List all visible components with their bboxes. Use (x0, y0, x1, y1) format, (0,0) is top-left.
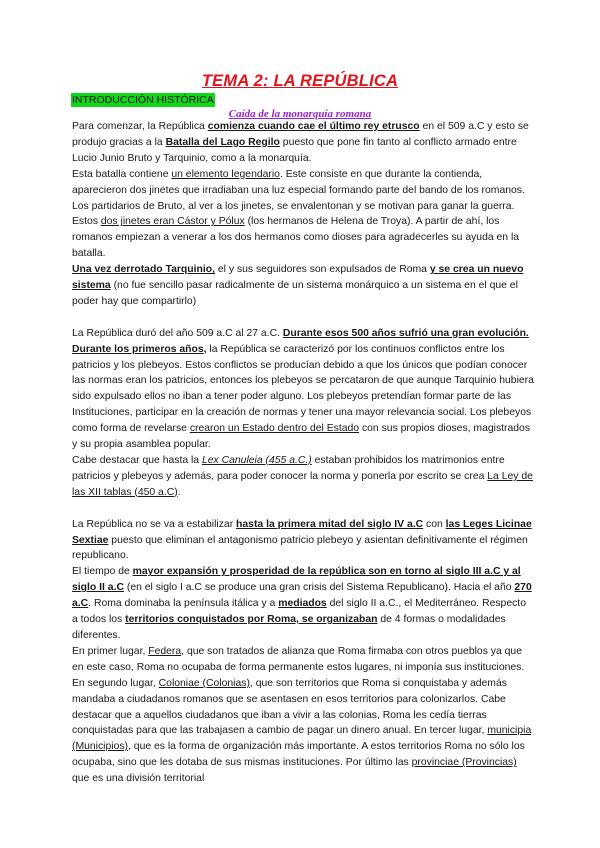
paragraph-6 (72, 453, 534, 501)
p2-underline: dos jinetes eran Cástor y Pólux (100, 216, 245, 228)
p8-emphasis: territorios conquistados por Roma, se organizaban (125, 614, 378, 626)
p2-text: . Este consiste en que durante la contienda, aparecieron dos jinetes que irradiaban una luz especial formando parte del bando de los romanos. Los partidarios de Bruto, al ver a los jinetes, se envalentonan y se motivan para ganar la guerra. Estos (72, 168, 525, 228)
p8-emphasis: mayor expansión y prosperidad de la república son en torno al siglo III a.C y al siglo II a.C (72, 566, 521, 594)
p7-emphasis: hasta la primera mitad del siglo IV a.C (236, 518, 424, 530)
paragraph-8 (72, 564, 534, 644)
page-title: TEMA 2: LA REPÚBLICA (201, 72, 399, 90)
p9-underline: provinciae (Provincias) (411, 757, 517, 769)
p3-emphasis: y se crea un nuevo sistema (72, 264, 524, 292)
p1-emphasis: Batalla del Lago Regilo (165, 136, 280, 148)
p9-text: que es una división territorial (72, 773, 205, 785)
p2-text: (los hermanos de Helena de Troya). A partir de ahí, los romanos empiezan a venerar a los dos hermanos como dioses para agradecerles su ayuda en la batalla. (72, 216, 520, 260)
p8-text: El tiempo de (72, 566, 133, 578)
p8-text: del siglo II a.C., el Mediterráneo. Respecto a todos los (72, 598, 526, 626)
p7-text: puesto que eliminan el antagonismo patricio plebeyo y asientan definitivamente el régimen republicano. (72, 534, 528, 562)
p1-text: puesto que pone fin tanto al conflicto armado entre Lucio Junio Bruto y Tarquinio, como a la monarquía. (72, 136, 517, 164)
p9-text: , que son tratados de alianza que Roma firmaba con otros pueblos ya que en este caso, Roma no ocupaba de forma permanente estos lugares, ni imponía sus instituciones. En segundo lugar, (72, 645, 525, 689)
body-text-block-1 (72, 119, 534, 787)
section-subtitle: Caída de la monarquía romana (228, 108, 372, 120)
p6-underline: La Ley de las XII tablas (450 a.C) (72, 470, 533, 498)
paragraph-1 (72, 119, 534, 167)
p8-text: de 4 formas o modalidades diferentes. (72, 614, 506, 641)
paragraph-2 (72, 167, 534, 262)
p5-underline: crearon un Estado dentro del Estado (189, 423, 360, 435)
p6-underline: Lex Canuleia (455 a.C.) (201, 455, 312, 467)
p4-emphasis: Durante esos 500 años sufrió una gran evolución. (282, 327, 529, 339)
p7-text: La República no se va a estabilizar (72, 518, 237, 530)
p9-text: , que es la forma de organización más importante. A estos territorios Roma no sólo los ocupaba, sino que les dotaba de sus mismas instituciones. Por último las (72, 741, 525, 769)
p6-text: estaban prohibidos los matrimonios entre patricios y plebeyos y además, para poder conocer la norma y ponerla por escrito se crea (72, 455, 505, 482)
p7-emphasis: las Leges Licinae Sextiae (72, 518, 532, 546)
p5-text: con sus propios dioses, magistrados y su propia asamblea popular. (72, 423, 531, 451)
p9-underline: Coloniae (Colonias) (158, 677, 250, 689)
paragraph-7 (72, 517, 534, 565)
p8-emphasis: 270 a.C (72, 582, 532, 610)
p3-text: el y sus seguidores son expulsados de Roma (214, 264, 430, 276)
p3-emphasis: Una vez derrotado Tarquinio, (72, 264, 215, 276)
section-label: INTRODUCCIÓN HISTÓRICA (72, 94, 214, 106)
p5-emphasis: Durante los primeros años, (72, 343, 207, 355)
paragraph-4 (72, 326, 534, 342)
p2-underline: un elemento legendario (171, 168, 280, 180)
paragraph-9 (72, 644, 534, 787)
p8-text: . Roma dominaba la península itálica y a (88, 598, 279, 610)
p8-emphasis: mediados (278, 598, 327, 610)
p8-text: (en el siglo I a.C se produce una gran crisis del Sistema Republicano). Hacia el año (123, 582, 515, 594)
p3-text: (no fue sencillo pasar radicalmente de un sistema monárquico a un sistema en el que el poder hay que compartirlo) (72, 280, 518, 307)
p7-text: con (423, 518, 446, 530)
p6-text: . (177, 486, 181, 498)
p9-text: , que son territorios que Roma si conquistaba y además mandaba a ciudadanos romanos que se asentasen en esos territorios para colonizarlos. Cabe destacar que a aquellos ciudadanos que iban a vivir a las colonias, Roma les cedía tierras conquistadas para que las trabajasen a cambio de pagar un dinero anual. En tercer lugar, (72, 677, 507, 737)
paragraph-3 (72, 262, 534, 310)
p1-emphasis: comienza cuando cae el último rey etrusco (207, 121, 420, 132)
paragraph-5 (72, 342, 534, 453)
p2-text: Esta batalla contiene (72, 168, 172, 180)
p4-text: La República duró del año 509 a.C al 27 a.C. (72, 327, 283, 339)
p5-text: la República se caracterizó por los continuos conflictos entre los patricios y los plebeyos. Estos conflictos se producían debido a que los únicos que podían conocer las normas eran los patricios, entonces los plebeyos se percataron de que aunque Tarquinio hubiera sido expulsado ellos no iban a tener poder alguno. Los plebeyos pretendían formar parte de las Instituciones, participar en la creación de normas y tener una mayor relevancia social. Los plebeyos como forma de revelarse (72, 343, 534, 435)
p6-text: Cabe destacar que hasta la (72, 455, 202, 467)
p9-underline: municipia (Municipios) (72, 725, 532, 753)
p1-text: en el 509 a.C y esto se produjo gracias a la (72, 121, 529, 148)
p9-text: En primer lugar, (72, 645, 149, 657)
p1-text: Para comenzar, la República (72, 121, 208, 132)
p9-underline: Federa (148, 645, 182, 657)
